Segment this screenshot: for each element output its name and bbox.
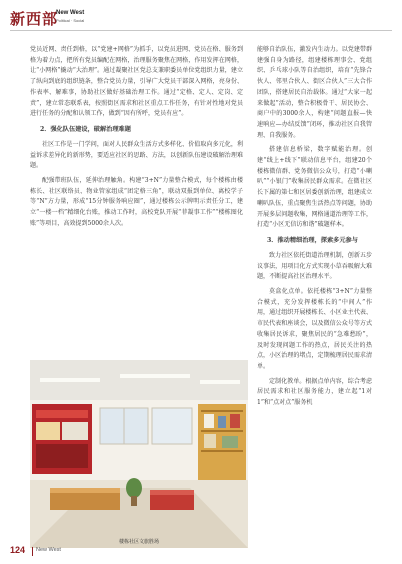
paragraph: 搭建信息桥梁，数字赋能治理。创建“线上+线下”联动信息平台，组建20个楼栋微信群、党务微信公众号，打造“小喇叭”“小银门”收集居民群众需求。在微社区长下属的第七和区居委创新治理，组建成立喇叭队伍，重点聚焦生活热点等问题，协助开展多层问题收集，网格通道治理等工作，打造“小区无信访和谐”破题样本。: [257, 146, 372, 229]
section-heading: 2．强化队伍建设，破解治理难题: [40, 125, 131, 133]
paragraph: 党员近网、责任到格，以“党建+网格”为抓手，以党员进网、党员在格、服务到格为着力点，把所有党员编配在网格，治理服务聚焦在网格，作用发挥在网格，让“小网格”撬动“大治理”。通过凝聚社区党总支兼职委员单位党组织力量，建立了纵向到底的组织链条，整合党员力量，引导广大党员干部深入网格，亮身份、作表率、解难事，协助社区做好基础治理工作。通过“定格、定人、定岗、定责”，建立常态联系表，按照街区需求和社区重点工作任务，有针对性地对党员进行任务的分配和认领工作，做到“因有所呼，党员有应”。: [30, 46, 243, 118]
photo-illustration: [30, 360, 248, 548]
footer-magazine-name: New West: [36, 547, 61, 553]
logo-english: New West: [56, 10, 85, 16]
left-column: [30, 45, 243, 234]
paragraph: 能够自治队伍，激发内生动力。以党建带群建强自身为路径，组建楼栋理事会、党组织、乒乓球小队等自治组织，培育“先锋合伙人、邻里合伙人、街区合伙人”三大合作团队，搭建居民自治载体。通过“大家一起来做起”活动，整合积极骨干、居民协会、商户中的3000余人，构建“问题直报—快速响应—办结反馈”闭环，推动社区自我管理、自我服务。: [257, 46, 372, 139]
logo-text: 新西部: [10, 10, 59, 28]
right-column: [257, 45, 372, 413]
photo-caption: 楼栋社区文旅胜场: [118, 539, 159, 545]
paragraph: 配强带班队伍，延伸治理触角。构建“3+N”力量整合模式，每个楼栋由楼栋长、社区联络员、物业管家组成“团定格三角”，联动双报到单位、离校学子等“N”方力量，形成“15分钟服务响应圈”，通过楼栋公示牌明示责任分工，建立“一楼一档”精细化台账，推动工作时，高校党队开展“菲凝事工作”“楼栋图化账”等项目，高效提到5000余人次。: [30, 177, 243, 227]
paragraph: 莫盒化点单。依托楼栋“3+N”力量整合模式，充分发挥楼栋长的“中间人”作用，通过组织开展楼栋长、小区业主代表、市民代表和座谈会，以及微信公众号等方式收集居民诉求，聚焦居民的“急难愁盼”，及时发现问题工作的热点，居民关注的热点，小区治理的堵点，定期梳理居民需求清单。: [257, 288, 372, 370]
page-footer: [10, 545, 110, 559]
section-heading: 3．推动精细治理，探索多元参与: [267, 236, 358, 244]
photo: [30, 360, 248, 548]
paragraph: 致力社区依托街道治理机制，创新五步议事法，用项目化方式实现小草吞吸解大难题，不断提高社区治理水平。: [257, 251, 372, 281]
header-divider: [10, 30, 392, 31]
paragraph: 社区工作是一门学问，面对人民群众生活方式多样化、价值取向多元化，利益诉求差异化的新形势，要适应社区的思路、方法，以创新队伍建设破解治理难题。: [30, 140, 243, 170]
footer-divider: [32, 547, 33, 556]
masthead: [10, 8, 130, 32]
paragraph: 定制化教单。根据点单内容，综合考虑居民需求和社区服务能力，建立起“1对1”和“点对点”服务机: [257, 377, 372, 407]
logo-subtitle: Political · Social: [56, 18, 85, 23]
page-number: 124: [10, 545, 26, 555]
